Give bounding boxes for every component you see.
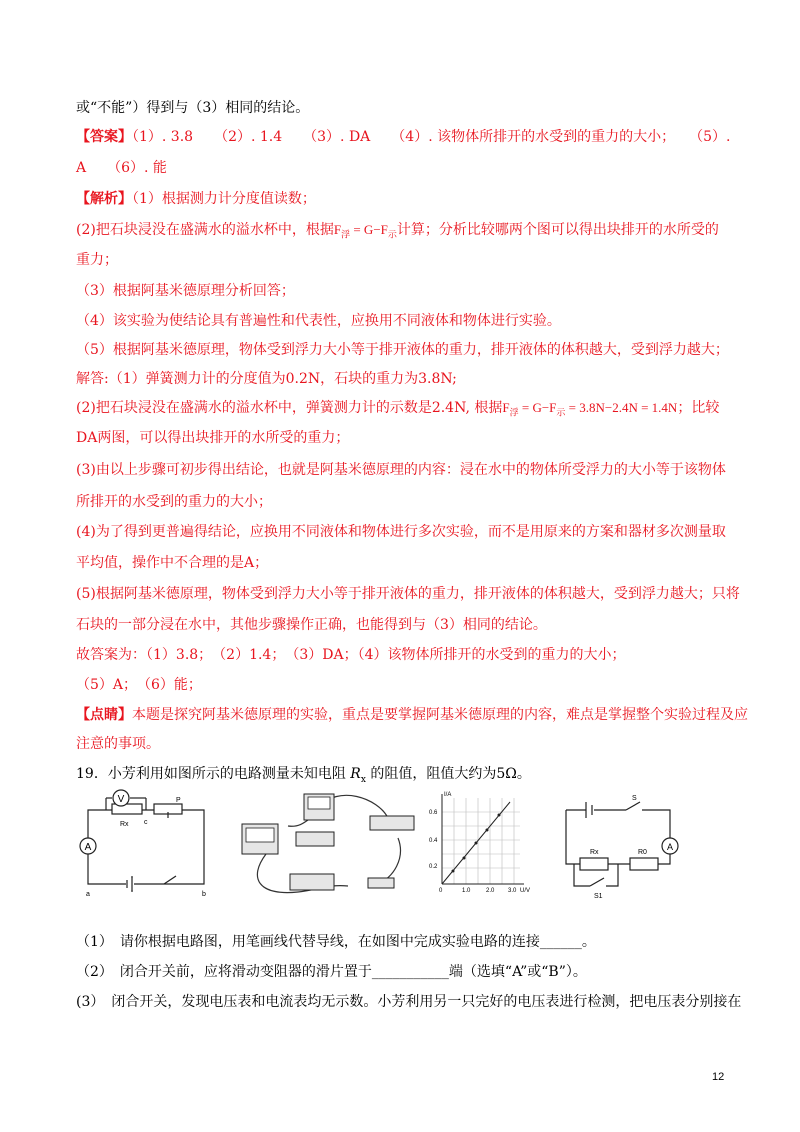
svg-text:3.0: 3.0 [508, 888, 517, 894]
analysis-line-4: （3）根据阿基米德原理分析回答； [76, 283, 295, 299]
analysis-line-1: 【解析】（1）根据测力计分度值读数； [76, 191, 316, 207]
solution-line-9: 石块的一部分浸在水中，其他步骤操作正确，也能得到与（3）相同的结论。 [76, 617, 547, 633]
page-number: 12 [712, 1071, 725, 1083]
circuit-diagram [76, 788, 214, 900]
solution-line-7: 平均值，操作中不合理的是A； [76, 555, 269, 571]
solution-line-6: (4)为了得到更普遍得结论，应换用不同液体和物体进行多次实验，而不是用原来的方案和器材多次测量取 [76, 524, 726, 540]
solution-line-4: (3)由以上步骤可初步得出结论，也就是阿基米德原理的内容：浸在水中的物体所受浮力的大小等于该物体 [76, 462, 726, 478]
solution-line-3: DA两图，可以得出块排开的水所受的重力； [76, 430, 350, 446]
svg-text:Rx: Rx [120, 821, 129, 828]
svg-text:A: A [666, 842, 674, 852]
analysis-line-6: （5）根据阿基米德原理，物体受到浮力大小等于排开液体的重力，排开液体的体积越大，受到浮力越大； [76, 342, 729, 358]
svg-text:U/V: U/V [520, 888, 531, 894]
solution-line-2: (2)把石块浸没在盛满水的溢水杯中，弹簧测力计的示数是2.4N, 根据$F_浮 = G-F_示 = 3.8N-2.4N = 1.4N$；比较 [76, 400, 720, 418]
svg-text:0.4: 0.4 [429, 838, 438, 844]
formula-buoyancy-calc: $F_浮 = G-F_示 = 3.8N-2.4N = 1.4N$ [502, 400, 678, 418]
svg-text:a: a [86, 891, 90, 898]
answer-label: 【答案】 [76, 129, 132, 145]
rheostat-device [370, 816, 414, 830]
part-3: (3） 闭合开关，发现电压表和电流表均无示数。小芳利用另一只完好的电压表进行检测，把电压表分别接在 [76, 994, 742, 1010]
final-answer-line-2: （5）A； （6）能； [76, 677, 202, 693]
svg-text:0: 0 [439, 888, 443, 894]
svg-text:Rx: Rx [590, 849, 599, 856]
question-19: 19．小芳利用如图所示的电路测量未知电阻 $R_x$ 的阻值，阻值大约为5Ω。 [76, 766, 531, 785]
svg-text:0.6: 0.6 [429, 810, 438, 816]
alternate-circuit [556, 788, 690, 900]
battery-box [290, 874, 334, 890]
svg-text:S1: S1 [594, 893, 603, 900]
iu-graph [428, 788, 532, 900]
svg-text:A: A [84, 842, 92, 853]
resistor-board [296, 832, 334, 846]
analysis-label: 【解析】 [76, 191, 132, 207]
svg-text:c: c [144, 819, 148, 826]
analysis-line-2: (2)把石块浸没在盛满水的溢水杯中，根据$F_浮 = G-F_示$计算；分析比较哪两个图可以得出块排开的水所受的 [76, 222, 719, 240]
continuation-line: 或“不能”）得到与（3）相同的结论。 [76, 100, 310, 116]
svg-text:V: V [117, 794, 125, 805]
apparatus-figure [228, 788, 416, 900]
svg-text:2.0: 2.0 [486, 888, 495, 894]
switch-device [368, 878, 394, 888]
svg-text:I/A: I/A [444, 792, 452, 798]
solution-line-1: 解答:（1）弹簧测力计的分度值为0.2N，石块的重力为3.8N; [76, 371, 457, 387]
comment-label: 【点睛】 [76, 707, 132, 723]
svg-text:1.0: 1.0 [462, 888, 471, 894]
svg-text:0.2: 0.2 [429, 864, 438, 870]
final-answer-line-1: 故答案为：（1）3.8； （2）1.4； （3）DA；（4）该物体所排开的水受到的重力的大小； [76, 647, 626, 663]
answer-line-1: 【答案】（1）. 3.8 （2）. 1.4 （3）. DA （4）. 该物体所排开的水受到的重力的大小； （5）. [76, 129, 731, 145]
solution-line-8: (5)根据阿基米德原理，物体受到浮力大小等于排开液体的重力，排开液体的体积越大，受到浮力越大；只将 [76, 586, 740, 602]
formula-buoyancy: $F_浮 = G-F_示$ [333, 222, 397, 240]
comment-line-2: 注意的事项。 [76, 736, 160, 752]
comment-line-1: 【点睛】本题是探究阿基米德原理的实验，重点是要掌握阿基米德原理的内容，难点是掌握整个实验过程及应 [76, 707, 748, 723]
svg-text:P: P [176, 797, 181, 804]
part-1: （1） 请你根据电路图，用笔画线代替导线，在如图中完成实验电路的连接______。 [76, 934, 596, 950]
svg-text:S: S [632, 795, 637, 802]
analysis-line-3: 重力； [76, 252, 118, 268]
part-2: （2） 闭合开关前，应将滑动变阻器的滑片置于___________端（选填“A”或“B”）。 [76, 964, 587, 980]
svg-text:b: b [202, 891, 206, 898]
svg-text:R0: R0 [638, 849, 647, 856]
answer-line-2: A （6）. 能 [76, 160, 167, 176]
analysis-line-5: （4）该实验为使结论具有普遍性和代表性，应换用不同液体和物体进行实验。 [76, 313, 561, 329]
solution-line-5: 所排开的水受到的重力的大小； [76, 494, 272, 510]
